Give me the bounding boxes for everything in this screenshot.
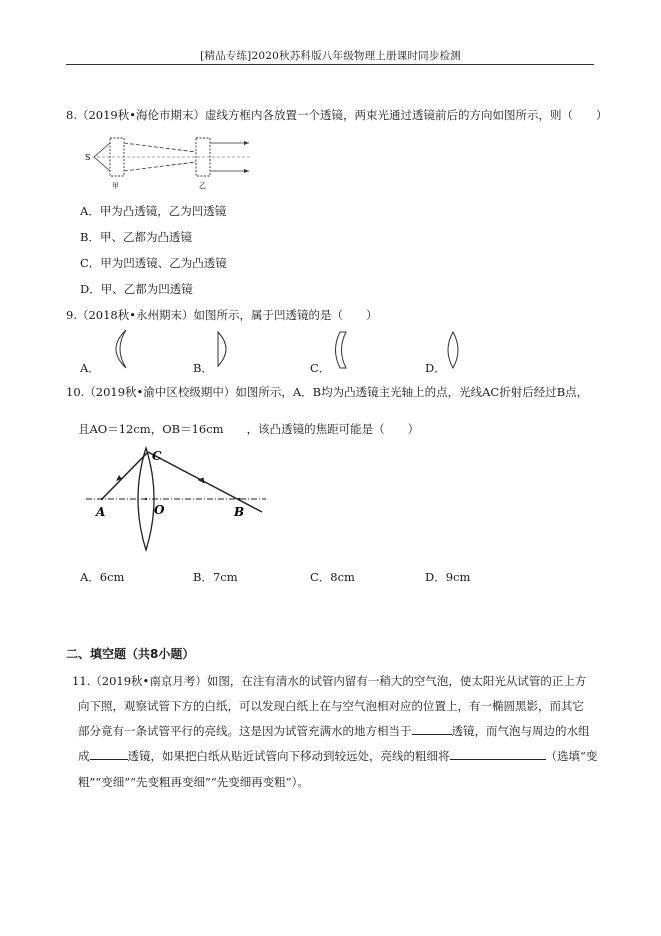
ray-mid-lower <box>124 162 196 171</box>
lens-b-plano-convex-icon <box>214 330 234 368</box>
question-10-stem-line2: 且AO＝12cm，OB＝16cm ，该凸透镜的焦距可能是（ ） <box>78 422 420 436</box>
q8-option-a: A．甲为凸透镜，乙为凹透镜 <box>80 204 227 218</box>
q8-option-c: C．甲为凹透镜、乙为凸透镜 <box>80 256 227 270</box>
q9-option-a: A． <box>80 361 100 375</box>
question-10-figure <box>82 442 272 552</box>
q11-line3-end: 透镜，而气泡与周边的水组 <box>451 724 590 738</box>
blank-1[interactable] <box>412 723 452 735</box>
q10-option-c: C．8cm <box>310 570 355 584</box>
label-a: A <box>96 505 106 519</box>
q9-option-b: B． <box>193 361 213 375</box>
blank-2[interactable] <box>90 748 128 760</box>
lens-a-crescent-icon <box>104 328 134 370</box>
q11-line3-text: 部分竟有一条试管平行的亮线。这是因为试管充满水的地方相当于 <box>78 724 412 738</box>
question-9-stem: 9.（2018秋•永州期末）如图所示，属于凹透镜的是（ ） <box>66 308 378 322</box>
lens-d-biconvex-icon <box>444 330 462 370</box>
label-b: B <box>234 505 245 519</box>
lens-c-concave-meniscus-icon <box>330 330 352 370</box>
ray-mid-upper <box>124 143 196 152</box>
q10-option-d: D．9cm <box>425 570 471 584</box>
arrow-out-upper <box>244 141 249 145</box>
ray-ac <box>102 452 148 499</box>
point-a <box>101 498 103 500</box>
q11-line4-c: （选填“变 <box>545 749 598 763</box>
point-o <box>145 498 147 500</box>
label-jia: 甲 <box>112 182 119 190</box>
arrow-out-lower <box>244 169 249 173</box>
header-rule <box>66 64 594 65</box>
point-b <box>238 498 240 500</box>
label-yi: 乙 <box>199 182 206 190</box>
q10-option-b: B．7cm <box>193 570 238 584</box>
question-11-line3 <box>78 723 590 739</box>
q9-option-d: D． <box>425 361 446 375</box>
section-fill-in-title: 二、填空题（共8小题） <box>66 647 195 661</box>
question-11-line4 <box>78 748 597 764</box>
page-header: [精品专练]2020秋苏科版八年级物理上册课时同步检测 <box>200 50 461 62</box>
question-11-line1: 11.（2019秋•南京月考）如图，在注有清水的试管内留有一稍大的空气泡，使太阳光从试管的正上方 <box>72 674 587 688</box>
blank-3[interactable] <box>450 748 546 760</box>
q11-line4-b: 透镜，如果把白纸从贴近试管向下移动到较远处，亮线的粗细将 <box>127 749 450 763</box>
label-o: O <box>154 503 165 517</box>
q9-option-c: C． <box>310 361 331 375</box>
ray-in-upper <box>94 143 110 157</box>
question-8-figure <box>84 128 260 194</box>
ray-cb <box>148 452 262 512</box>
label-c: C <box>152 449 162 463</box>
label-s: S <box>85 153 91 162</box>
q8-option-b: B．甲、乙都为凸透镜 <box>80 230 192 244</box>
q8-option-d: D．甲、乙都为凹透镜 <box>80 282 193 296</box>
q10-option-a: A．6cm <box>80 570 125 584</box>
question-10-stem-line1: 10.（2019秋•渝中区校级期中）如图所示，A．B均为凸透镜主光轴上的点，光线AC折射后经过B点， <box>66 385 589 399</box>
question-11-line2: 向下照，观察试管下方的白纸，可以发现白纸上在与空气泡相对应的位置上，有一椭圆黑影，而其它 <box>78 699 584 713</box>
ray-in-lower <box>94 157 110 171</box>
q11-line4-a: 成 <box>78 749 90 763</box>
question-8-stem: 8.（2019秋•海伦市期末）虚线方框内各放置一个透镜，两束光通过透镜前后的方向如图所示，则（ ） <box>66 108 608 122</box>
question-11-line5: 粗”“变细”“先变粗再变细”“先变细再变粗”）。 <box>78 775 309 789</box>
